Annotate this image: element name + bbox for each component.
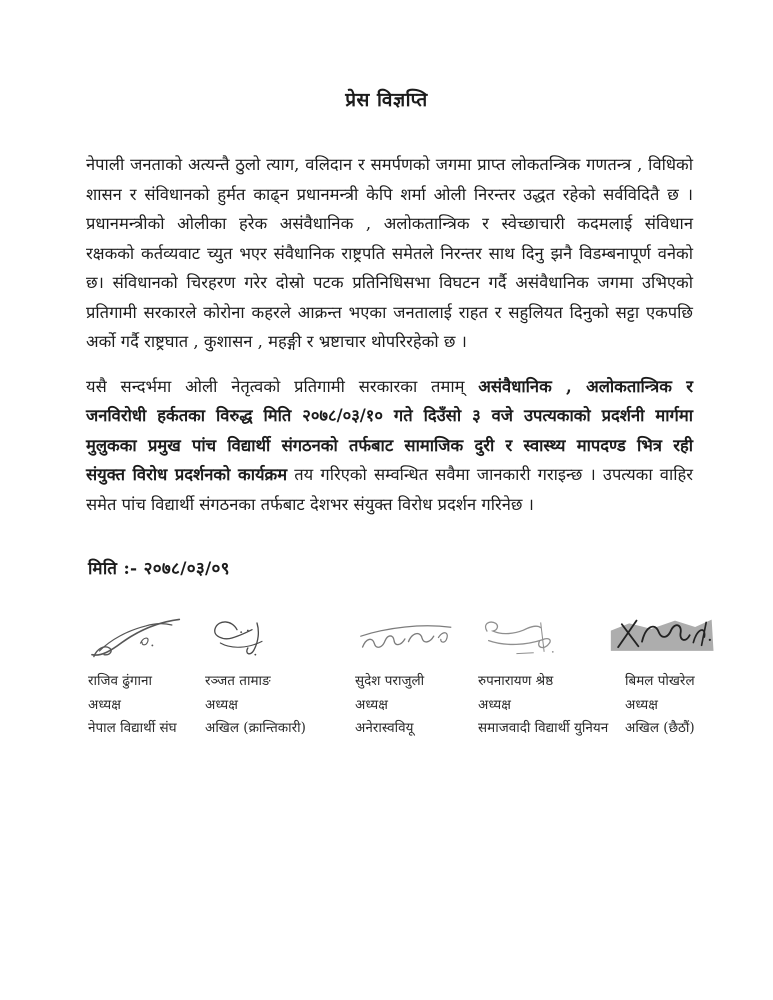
signatory-block-5 — [625, 612, 735, 741]
signatory-role: अध्यक्ष — [625, 696, 658, 713]
signatory-name: राजिव ढुंगाना — [88, 673, 153, 689]
text-segment: समेत पांच विद्यार्थी संगठनका तर्फबाट देशभर संयुक्त विरोध प्रदर्शन गरिनेछ । — [86, 494, 534, 514]
paragraph-1 — [86, 150, 693, 357]
signatory-name: रञ्जत तामाङ — [205, 673, 271, 689]
bold-text-segment: मुलुकका प्रमुख पांच विद्यार्थी संगठनको तर्फबाट सामाजिक दुरी र स्वास्थ्य मापदण्ड भित्र रही — [86, 435, 693, 455]
paragraph-1-line-4 — [86, 239, 693, 269]
paragraph-1-line-5 — [86, 268, 693, 298]
signatory-name: बिमल पोखरेल — [625, 673, 695, 689]
paragraph-2-line-4 — [86, 460, 693, 490]
paragraph-1-line-6 — [86, 298, 693, 328]
signature-scribble-icon — [88, 612, 205, 668]
signatory-block-4 — [478, 612, 625, 741]
paragraph-2-line-3 — [86, 431, 693, 461]
text-segment: अर्को गर्दै राष्ट्रघात , कुशासन , महङ्गी र भ्रष्टाचार थोपरिरहेको छ । — [86, 332, 467, 351]
signatory-role: अध्यक्ष — [478, 696, 511, 713]
text-segment: यसै सन्दर्भमा ओली नेतृत्वको प्रतिगामी सरकारका तमाम् — [86, 376, 479, 396]
signatory-name: सुदेश पराजुली — [355, 673, 425, 689]
signatory-block-1 — [88, 612, 205, 741]
signatory-role: अध्यक्ष — [205, 696, 238, 713]
paragraph-1-line-1 — [86, 150, 693, 180]
signatory-block-3 — [355, 612, 478, 741]
signatory-organization: अखिल (क्रान्तिकारी) — [205, 720, 306, 736]
text-segment: शासन र संविधानको हुर्मत काढ्न प्रधानमन्त्री केपि शर्मा ओली निरन्तर उद्धत रहेको सर्वविदितै छ । — [86, 184, 693, 204]
text-segment: तय गरिएको सम्वन्धित सवैमा जानकारी गराइन्छ । उपत्यका वाहिर — [287, 465, 694, 484]
signature-scribble-icon — [609, 612, 735, 668]
document-body — [86, 150, 693, 534]
signatory-organization: अखिल (छैठौं) — [625, 720, 695, 736]
signature-scribble-icon — [207, 612, 355, 668]
paragraph-2-line-1 — [86, 372, 693, 402]
bold-text-segment: जनविरोधी हर्कतका विरुद्ध मिति २०७८/०३/१० गते दिउँसो ३ वजे उपत्यकाको प्रदर्शनी मार्गमा — [86, 406, 693, 425]
document-title: प्रेस विज्ञप्ति — [345, 89, 428, 111]
text-segment: छ। संविधानको चिरहरण गरेर दोस्रो पटक प्रतिनिधिसभा विघटन गर्दै असंवैधानिक जगमा उभिएको — [86, 273, 693, 292]
bold-text-segment: असंवैधानिक , अलोकतान्त्रिक र — [478, 376, 693, 396]
paragraph-1-line-3 — [86, 209, 693, 239]
signatory-organization: समाजवादी विद्यार्थी युनियन — [478, 720, 609, 736]
signatory-role: अध्यक्ष — [355, 696, 388, 713]
signatory-organization: अनेरास्ववियू — [355, 720, 414, 736]
text-segment: प्रधानमन्त्रीको ओलीका हरेक असंवैधानिक , अलोकतान्त्रिक र स्वेच्छाचारी कदमलाई संविधान — [86, 214, 693, 233]
signature-scribble-icon — [359, 612, 478, 668]
signatory-block-2 — [205, 612, 355, 741]
text-segment: नेपाली जनताको अत्यन्तै ठुलो त्याग, वलिदान र समर्पणको जगमा प्राप्त लोकतन्त्रिक गणतन्त्र , विधिको — [86, 155, 693, 174]
paragraph-2 — [86, 372, 693, 520]
signature-scribble-icon — [480, 612, 625, 668]
signatory-organization: नेपाल विद्यार्थी संघ — [88, 720, 177, 736]
signatory-role: अध्यक्ष — [88, 696, 121, 713]
paragraph-2-line-2 — [86, 401, 693, 431]
signatures-row — [88, 612, 728, 741]
paragraph-1-line-2 — [86, 180, 693, 210]
signatory-name: रुपनारायण श्रेष्ठ — [478, 673, 554, 689]
date-line: मिति :- २०७८/०३/०९ — [88, 559, 230, 579]
text-segment: प्रतिगामी सरकारले कोरोना कहरले आक्रन्त भएका जनतालाई राहत र सहुलियत दिनुको सट्टा एकपछि — [86, 302, 693, 322]
text-segment: रक्षकको कर्तव्यवाट च्युत भएर संवैधानिक राष्ट्रपति समेतले निरन्तर साथ दिनु झनै विडम्बनापूर्ण वनेको — [86, 243, 693, 263]
paragraph-2-line-5 — [86, 490, 693, 520]
bold-text-segment: संयुक्त विरोध प्रदर्शनको कार्यक्रम — [86, 465, 288, 484]
paragraph-1-line-7 — [86, 327, 693, 357]
